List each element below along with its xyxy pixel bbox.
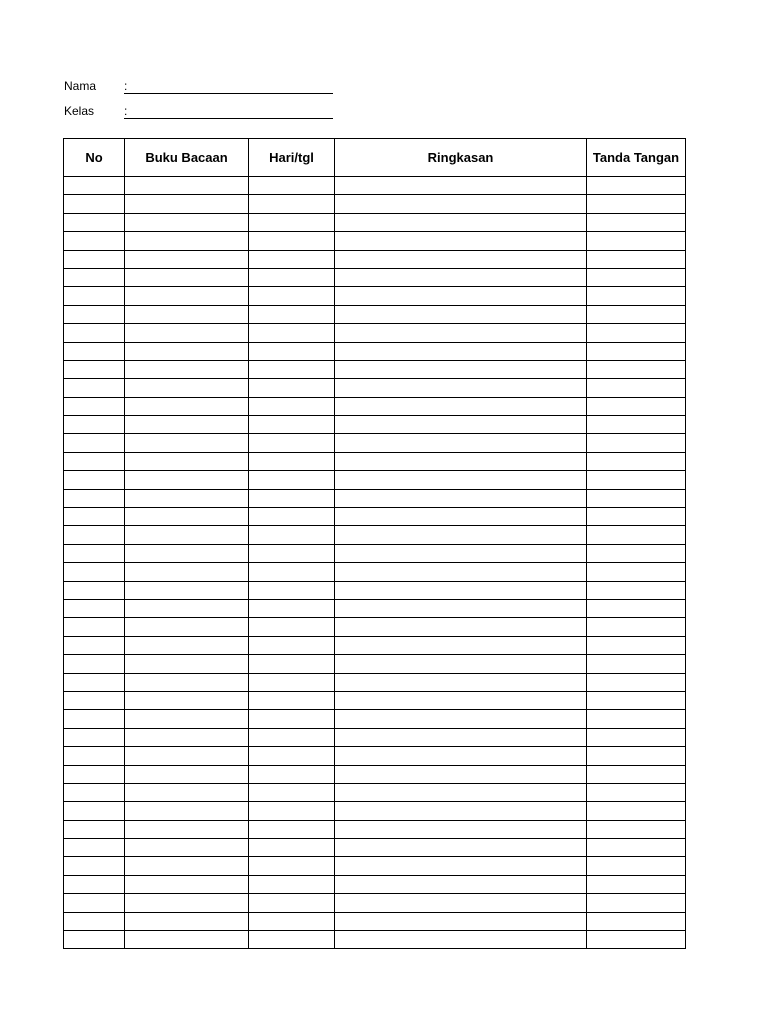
- cell-ringkasan[interactable]: [335, 618, 587, 636]
- cell-no[interactable]: [64, 728, 125, 746]
- cell-no[interactable]: [64, 765, 125, 783]
- cell-tanda-tangan[interactable]: [587, 691, 686, 709]
- table-row: [64, 839, 686, 857]
- cell-hari-tgl[interactable]: [249, 765, 335, 783]
- cell-tanda-tangan[interactable]: [587, 250, 686, 268]
- cell-hari-tgl[interactable]: [249, 857, 335, 875]
- cell-ringkasan[interactable]: [335, 673, 587, 691]
- cell-hari-tgl[interactable]: [249, 213, 335, 231]
- cell-no[interactable]: [64, 195, 125, 213]
- cell-tanda-tangan[interactable]: [587, 268, 686, 286]
- cell-hari-tgl[interactable]: [249, 268, 335, 286]
- cell-no[interactable]: [64, 857, 125, 875]
- table-row: [64, 912, 686, 930]
- cell-no[interactable]: [64, 177, 125, 195]
- cell-tanda-tangan[interactable]: [587, 305, 686, 323]
- cell-tanda-tangan[interactable]: [587, 526, 686, 544]
- cell-tanda-tangan[interactable]: [587, 747, 686, 765]
- cell-ringkasan[interactable]: [335, 177, 587, 195]
- cell-ringkasan[interactable]: [335, 397, 587, 415]
- cell-hari-tgl[interactable]: [249, 894, 335, 912]
- table-row: [64, 177, 686, 195]
- cell-buku-bacaan[interactable]: [125, 839, 249, 857]
- cell-buku-bacaan[interactable]: [125, 287, 249, 305]
- cell-hari-tgl[interactable]: [249, 839, 335, 857]
- cell-hari-tgl[interactable]: [249, 360, 335, 378]
- cell-no[interactable]: [64, 379, 125, 397]
- cell-buku-bacaan[interactable]: [125, 232, 249, 250]
- table-row: [64, 324, 686, 342]
- cell-no[interactable]: [64, 544, 125, 562]
- cell-ringkasan[interactable]: [335, 452, 587, 470]
- cell-tanda-tangan[interactable]: [587, 177, 686, 195]
- cell-hari-tgl[interactable]: [249, 250, 335, 268]
- table-row: [64, 397, 686, 415]
- cell-buku-bacaan[interactable]: [125, 599, 249, 617]
- table-row: [64, 563, 686, 581]
- cell-tanda-tangan[interactable]: [587, 544, 686, 562]
- cell-no[interactable]: [64, 416, 125, 434]
- cell-tanda-tangan[interactable]: [587, 931, 686, 949]
- table-row: [64, 875, 686, 893]
- nama-label: Nama: [64, 79, 97, 93]
- cell-hari-tgl[interactable]: [249, 195, 335, 213]
- table-header-row: [64, 139, 686, 177]
- table-row: [64, 416, 686, 434]
- header-hari-tgl: Hari/tgl: [249, 139, 335, 177]
- cell-ringkasan[interactable]: [335, 268, 587, 286]
- table-row: [64, 710, 686, 728]
- table-row: [64, 508, 686, 526]
- cell-no[interactable]: [64, 324, 125, 342]
- cell-ringkasan[interactable]: [335, 471, 587, 489]
- table-row: [64, 213, 686, 231]
- cell-hari-tgl[interactable]: [249, 728, 335, 746]
- cell-ringkasan[interactable]: [335, 783, 587, 801]
- cell-ringkasan[interactable]: [335, 636, 587, 654]
- cell-no[interactable]: [64, 599, 125, 617]
- cell-ringkasan[interactable]: [335, 342, 587, 360]
- cell-tanda-tangan[interactable]: [587, 857, 686, 875]
- table-row: [64, 471, 686, 489]
- cell-hari-tgl[interactable]: [249, 655, 335, 673]
- cell-hari-tgl[interactable]: [249, 581, 335, 599]
- cell-buku-bacaan[interactable]: [125, 747, 249, 765]
- cell-no[interactable]: [64, 802, 125, 820]
- cell-buku-bacaan[interactable]: [125, 195, 249, 213]
- cell-no[interactable]: [64, 783, 125, 801]
- cell-ringkasan[interactable]: [335, 434, 587, 452]
- cell-buku-bacaan[interactable]: [125, 360, 249, 378]
- cell-buku-bacaan[interactable]: [125, 875, 249, 893]
- table-row: [64, 360, 686, 378]
- cell-buku-bacaan[interactable]: [125, 379, 249, 397]
- cell-tanda-tangan[interactable]: [587, 599, 686, 617]
- cell-tanda-tangan[interactable]: [587, 563, 686, 581]
- cell-hari-tgl[interactable]: [249, 636, 335, 654]
- kelas-label: Kelas: [64, 104, 95, 118]
- cell-buku-bacaan[interactable]: [125, 526, 249, 544]
- table-row: [64, 379, 686, 397]
- cell-buku-bacaan[interactable]: [125, 213, 249, 231]
- nama-colon: :: [124, 79, 128, 93]
- reading-log-table: [63, 138, 686, 949]
- cell-hari-tgl[interactable]: [249, 783, 335, 801]
- cell-buku-bacaan[interactable]: [125, 416, 249, 434]
- table-row: [64, 673, 686, 691]
- cell-ringkasan[interactable]: [335, 416, 587, 434]
- cell-buku-bacaan[interactable]: [125, 471, 249, 489]
- cell-hari-tgl[interactable]: [249, 287, 335, 305]
- cell-no[interactable]: [64, 213, 125, 231]
- cell-tanda-tangan[interactable]: [587, 324, 686, 342]
- cell-hari-tgl[interactable]: [249, 802, 335, 820]
- cell-tanda-tangan[interactable]: [587, 894, 686, 912]
- table-row: [64, 581, 686, 599]
- cell-ringkasan[interactable]: [335, 232, 587, 250]
- header-no: No: [64, 139, 125, 177]
- cell-ringkasan[interactable]: [335, 820, 587, 838]
- cell-buku-bacaan[interactable]: [125, 820, 249, 838]
- cell-ringkasan[interactable]: [335, 508, 587, 526]
- table-row: [64, 747, 686, 765]
- table-row: [64, 765, 686, 783]
- cell-no[interactable]: [64, 434, 125, 452]
- table-body: [64, 177, 686, 949]
- cell-tanda-tangan[interactable]: [587, 636, 686, 654]
- cell-buku-bacaan[interactable]: [125, 673, 249, 691]
- cell-no[interactable]: [64, 452, 125, 470]
- cell-buku-bacaan[interactable]: [125, 342, 249, 360]
- cell-ringkasan[interactable]: [335, 894, 587, 912]
- cell-no[interactable]: [64, 655, 125, 673]
- cell-hari-tgl[interactable]: [249, 232, 335, 250]
- cell-hari-tgl[interactable]: [249, 452, 335, 470]
- table-row: [64, 820, 686, 838]
- cell-no[interactable]: [64, 305, 125, 323]
- cell-hari-tgl[interactable]: [249, 324, 335, 342]
- cell-hari-tgl[interactable]: [249, 875, 335, 893]
- cell-no[interactable]: [64, 618, 125, 636]
- cell-hari-tgl[interactable]: [249, 508, 335, 526]
- cell-tanda-tangan[interactable]: [587, 452, 686, 470]
- cell-tanda-tangan[interactable]: [587, 471, 686, 489]
- cell-hari-tgl[interactable]: [249, 397, 335, 415]
- table-row: [64, 342, 686, 360]
- cell-no[interactable]: [64, 397, 125, 415]
- cell-buku-bacaan[interactable]: [125, 783, 249, 801]
- nama-input-line[interactable]: [124, 93, 333, 94]
- cell-ringkasan[interactable]: [335, 563, 587, 581]
- cell-no[interactable]: [64, 875, 125, 893]
- cell-no[interactable]: [64, 673, 125, 691]
- cell-buku-bacaan[interactable]: [125, 912, 249, 930]
- cell-tanda-tangan[interactable]: [587, 195, 686, 213]
- cell-ringkasan[interactable]: [335, 599, 587, 617]
- cell-no[interactable]: [64, 747, 125, 765]
- cell-no[interactable]: [64, 839, 125, 857]
- cell-hari-tgl[interactable]: [249, 912, 335, 930]
- cell-ringkasan[interactable]: [335, 875, 587, 893]
- cell-buku-bacaan[interactable]: [125, 802, 249, 820]
- table-row: [64, 232, 686, 250]
- table-row: [64, 618, 686, 636]
- cell-ringkasan[interactable]: [335, 489, 587, 507]
- header-tanda-tangan: Tanda Tangan: [587, 139, 686, 177]
- cell-hari-tgl[interactable]: [249, 416, 335, 434]
- cell-ringkasan[interactable]: [335, 839, 587, 857]
- cell-tanda-tangan[interactable]: [587, 434, 686, 452]
- cell-tanda-tangan[interactable]: [587, 360, 686, 378]
- cell-ringkasan[interactable]: [335, 710, 587, 728]
- cell-hari-tgl[interactable]: [249, 434, 335, 452]
- cell-ringkasan[interactable]: [335, 765, 587, 783]
- cell-tanda-tangan[interactable]: [587, 802, 686, 820]
- table-row: [64, 691, 686, 709]
- cell-ringkasan[interactable]: [335, 857, 587, 875]
- cell-ringkasan[interactable]: [335, 526, 587, 544]
- table-row: [64, 526, 686, 544]
- cell-hari-tgl[interactable]: [249, 747, 335, 765]
- cell-buku-bacaan[interactable]: [125, 931, 249, 949]
- cell-tanda-tangan[interactable]: [587, 489, 686, 507]
- cell-buku-bacaan[interactable]: [125, 268, 249, 286]
- cell-hari-tgl[interactable]: [249, 691, 335, 709]
- cell-buku-bacaan[interactable]: [125, 489, 249, 507]
- cell-hari-tgl[interactable]: [249, 471, 335, 489]
- cell-ringkasan[interactable]: [335, 324, 587, 342]
- cell-hari-tgl[interactable]: [249, 618, 335, 636]
- table-row: [64, 655, 686, 673]
- cell-buku-bacaan[interactable]: [125, 710, 249, 728]
- cell-tanda-tangan[interactable]: [587, 287, 686, 305]
- cell-buku-bacaan[interactable]: [125, 452, 249, 470]
- cell-hari-tgl[interactable]: [249, 931, 335, 949]
- table-row: [64, 802, 686, 820]
- cell-tanda-tangan[interactable]: [587, 875, 686, 893]
- cell-ringkasan[interactable]: [335, 581, 587, 599]
- cell-tanda-tangan[interactable]: [587, 397, 686, 415]
- cell-hari-tgl[interactable]: [249, 379, 335, 397]
- cell-ringkasan[interactable]: [335, 360, 587, 378]
- cell-no[interactable]: [64, 287, 125, 305]
- cell-hari-tgl[interactable]: [249, 526, 335, 544]
- cell-buku-bacaan[interactable]: [125, 305, 249, 323]
- cell-tanda-tangan[interactable]: [587, 655, 686, 673]
- cell-no[interactable]: [64, 894, 125, 912]
- table-row: [64, 250, 686, 268]
- header-buku-bacaan: Buku Bacaan: [125, 139, 249, 177]
- cell-no[interactable]: [64, 268, 125, 286]
- cell-buku-bacaan[interactable]: [125, 765, 249, 783]
- cell-no[interactable]: [64, 508, 125, 526]
- table-row: [64, 599, 686, 617]
- table-row: [64, 783, 686, 801]
- cell-buku-bacaan[interactable]: [125, 563, 249, 581]
- cell-buku-bacaan[interactable]: [125, 177, 249, 195]
- cell-ringkasan[interactable]: [335, 287, 587, 305]
- cell-hari-tgl[interactable]: [249, 820, 335, 838]
- cell-tanda-tangan[interactable]: [587, 820, 686, 838]
- kelas-input-line[interactable]: [124, 118, 333, 119]
- cell-ringkasan[interactable]: [335, 250, 587, 268]
- table-row: [64, 268, 686, 286]
- table-row: [64, 931, 686, 949]
- cell-tanda-tangan[interactable]: [587, 728, 686, 746]
- cell-tanda-tangan[interactable]: [587, 839, 686, 857]
- cell-ringkasan[interactable]: [335, 802, 587, 820]
- cell-buku-bacaan[interactable]: [125, 397, 249, 415]
- cell-hari-tgl[interactable]: [249, 563, 335, 581]
- table-row: [64, 894, 686, 912]
- cell-hari-tgl[interactable]: [249, 599, 335, 617]
- cell-ringkasan[interactable]: [335, 195, 587, 213]
- cell-hari-tgl[interactable]: [249, 673, 335, 691]
- kelas-colon: :: [124, 104, 128, 118]
- cell-no[interactable]: [64, 250, 125, 268]
- cell-buku-bacaan[interactable]: [125, 857, 249, 875]
- cell-tanda-tangan[interactable]: [587, 765, 686, 783]
- cell-buku-bacaan[interactable]: [125, 324, 249, 342]
- table-row: [64, 728, 686, 746]
- cell-no[interactable]: [64, 691, 125, 709]
- cell-buku-bacaan[interactable]: [125, 636, 249, 654]
- cell-tanda-tangan[interactable]: [587, 673, 686, 691]
- cell-no[interactable]: [64, 912, 125, 930]
- cell-hari-tgl[interactable]: [249, 177, 335, 195]
- cell-hari-tgl[interactable]: [249, 342, 335, 360]
- header-ringkasan: Ringkasan: [335, 139, 587, 177]
- cell-buku-bacaan[interactable]: [125, 581, 249, 599]
- table-row: [64, 195, 686, 213]
- cell-tanda-tangan[interactable]: [587, 213, 686, 231]
- cell-ringkasan[interactable]: [335, 931, 587, 949]
- table-row: [64, 489, 686, 507]
- cell-buku-bacaan[interactable]: [125, 894, 249, 912]
- cell-tanda-tangan[interactable]: [587, 581, 686, 599]
- table-row: [64, 857, 686, 875]
- cell-no[interactable]: [64, 820, 125, 838]
- cell-ringkasan[interactable]: [335, 379, 587, 397]
- cell-tanda-tangan[interactable]: [587, 379, 686, 397]
- cell-tanda-tangan[interactable]: [587, 912, 686, 930]
- cell-no[interactable]: [64, 931, 125, 949]
- cell-buku-bacaan[interactable]: [125, 250, 249, 268]
- cell-tanda-tangan[interactable]: [587, 416, 686, 434]
- cell-no[interactable]: [64, 471, 125, 489]
- cell-buku-bacaan[interactable]: [125, 728, 249, 746]
- cell-ringkasan[interactable]: [335, 728, 587, 746]
- table-row: [64, 544, 686, 562]
- cell-tanda-tangan[interactable]: [587, 618, 686, 636]
- cell-no[interactable]: [64, 342, 125, 360]
- cell-buku-bacaan[interactable]: [125, 618, 249, 636]
- cell-hari-tgl[interactable]: [249, 544, 335, 562]
- cell-buku-bacaan[interactable]: [125, 544, 249, 562]
- cell-buku-bacaan[interactable]: [125, 508, 249, 526]
- table-row: [64, 434, 686, 452]
- cell-no[interactable]: [64, 710, 125, 728]
- cell-hari-tgl[interactable]: [249, 710, 335, 728]
- cell-ringkasan[interactable]: [335, 305, 587, 323]
- cell-hari-tgl[interactable]: [249, 489, 335, 507]
- cell-ringkasan[interactable]: [335, 912, 587, 930]
- table-row: [64, 305, 686, 323]
- cell-no[interactable]: [64, 360, 125, 378]
- table-row: [64, 636, 686, 654]
- cell-tanda-tangan[interactable]: [587, 710, 686, 728]
- cell-buku-bacaan[interactable]: [125, 655, 249, 673]
- cell-hari-tgl[interactable]: [249, 305, 335, 323]
- cell-buku-bacaan[interactable]: [125, 691, 249, 709]
- cell-tanda-tangan[interactable]: [587, 508, 686, 526]
- table-row: [64, 452, 686, 470]
- cell-ringkasan[interactable]: [335, 655, 587, 673]
- cell-ringkasan[interactable]: [335, 691, 587, 709]
- cell-no[interactable]: [64, 526, 125, 544]
- cell-no[interactable]: [64, 563, 125, 581]
- cell-no[interactable]: [64, 636, 125, 654]
- cell-tanda-tangan[interactable]: [587, 783, 686, 801]
- cell-ringkasan[interactable]: [335, 747, 587, 765]
- table-row: [64, 287, 686, 305]
- cell-no[interactable]: [64, 489, 125, 507]
- cell-buku-bacaan[interactable]: [125, 434, 249, 452]
- cell-tanda-tangan[interactable]: [587, 342, 686, 360]
- cell-ringkasan[interactable]: [335, 544, 587, 562]
- cell-no[interactable]: [64, 232, 125, 250]
- cell-no[interactable]: [64, 581, 125, 599]
- cell-ringkasan[interactable]: [335, 213, 587, 231]
- cell-tanda-tangan[interactable]: [587, 232, 686, 250]
